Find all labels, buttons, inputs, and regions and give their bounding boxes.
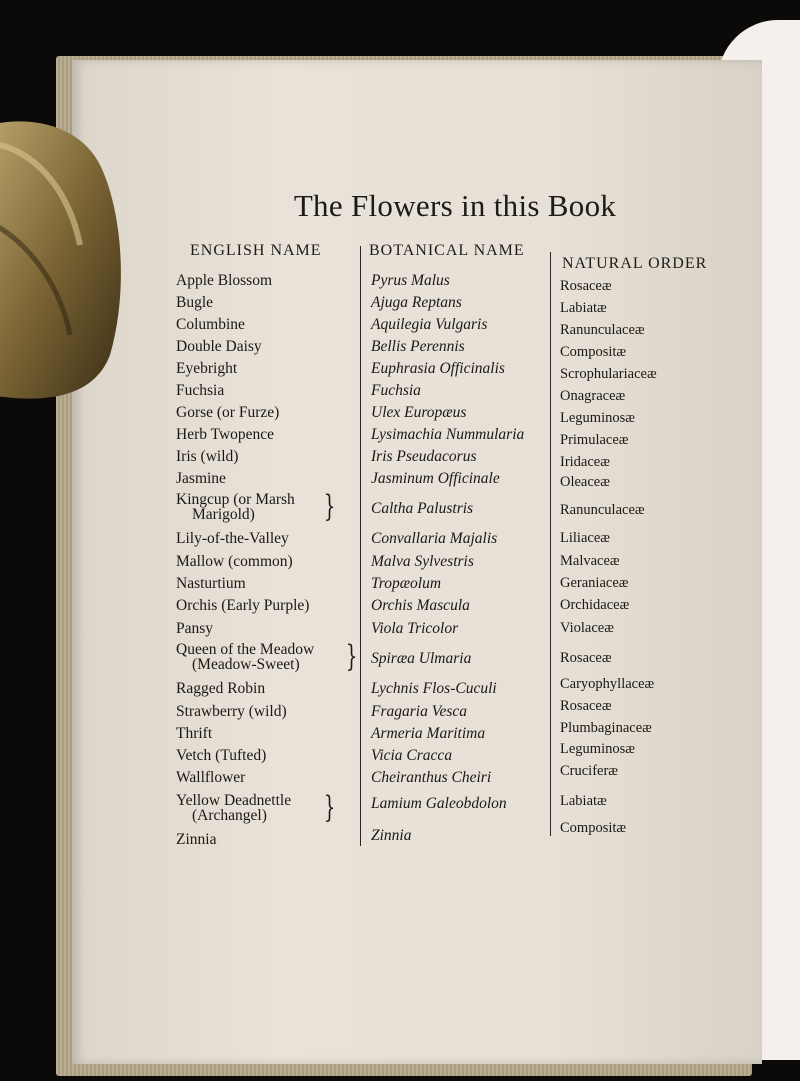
botanical-name: Iris Pseudacorus: [371, 448, 477, 465]
botanical-name: Ulex Europæus: [371, 404, 467, 421]
english-name: Nasturtium: [176, 575, 246, 592]
botanical-name: Lamium Galeobdolon: [371, 795, 507, 812]
table-row: [0, 698, 800, 725]
botanical-name: Lychnis Flos-Cuculi: [371, 680, 497, 697]
english-name: Mallow (common): [176, 553, 293, 570]
natural-order: Geraniaceæ: [560, 575, 629, 591]
table-row: [0, 338, 800, 360]
natural-order: Ranunculaceæ: [560, 322, 645, 338]
botanical-name: Armeria Maritima: [371, 725, 486, 742]
english-name: Vetch (Tufted): [176, 747, 267, 764]
table-row: [0, 448, 800, 470]
english-name: Double Daisy: [176, 338, 262, 355]
english-name: Jasmine: [176, 470, 226, 487]
natural-order: Iridaceæ: [560, 454, 610, 470]
table-row: [0, 790, 800, 827]
english-name: Thrift: [176, 725, 213, 742]
botanical-name: Ajuga Reptans: [371, 294, 462, 311]
table-row: [0, 530, 800, 552]
brace-icon: }: [323, 790, 336, 825]
english-name: [176, 492, 295, 522]
header-english-name: ENGLISH NAME: [190, 242, 322, 259]
table-row: [0, 294, 800, 316]
botanical-name: Cheiranthus Cheiri: [371, 769, 492, 786]
english-name: [176, 793, 291, 823]
table-row: [0, 360, 800, 382]
botanical-name: Vicia Cracca: [371, 747, 453, 764]
natural-order: Orchidaceæ: [560, 597, 630, 613]
natural-order: Cruciferæ: [560, 763, 618, 779]
botanical-name: Orchis Mascula: [371, 597, 470, 614]
page-title: The Flowers in this Book: [293, 188, 617, 223]
natural-order: Scrophulariaceæ: [560, 366, 657, 382]
english-name: Bugle: [176, 294, 214, 311]
natural-order: Oleaceæ: [560, 474, 610, 490]
english-name: Orchis (Early Purple): [176, 597, 310, 614]
natural-order: Leguminosæ: [560, 741, 635, 757]
english-name: [176, 642, 314, 672]
brace-icon: }: [323, 489, 336, 524]
botanical-name: Tropæolum: [371, 575, 442, 592]
botanical-name: Bellis Perennis: [371, 338, 465, 355]
table-row: [0, 470, 800, 492]
natural-order: Compositæ: [560, 344, 627, 360]
english-name: Zinnia: [176, 831, 217, 848]
botanical-name: Viola Tricolor: [371, 620, 459, 637]
natural-order: Liliaceæ: [560, 530, 610, 546]
botanical-name: Fuchsia: [371, 382, 421, 399]
table-row: [0, 741, 800, 769]
natural-order: Malvaceæ: [560, 553, 620, 569]
english-name: Lily-of-the-Valley: [176, 530, 289, 547]
table-row: [0, 382, 800, 404]
natural-order: Violaceæ: [560, 620, 614, 636]
english-name-line2: (Archangel): [192, 807, 267, 824]
english-name: Strawberry (wild): [176, 703, 287, 720]
english-name-line1: Yellow Deadnettle: [176, 792, 292, 809]
english-name: Herb Twopence: [176, 426, 275, 443]
english-name-line1: Kingcup (or Marsh: [176, 491, 295, 508]
natural-order: Rosaceæ: [560, 698, 612, 714]
botanical-name: Malva Sylvestris: [371, 553, 474, 570]
table-row: [0, 553, 800, 575]
table-row: [0, 763, 800, 791]
botanical-name: Pyrus Malus: [371, 272, 450, 289]
english-name-line1: Queen of the Meadow: [176, 641, 315, 658]
table-row: [0, 676, 800, 702]
table-row: [0, 575, 800, 597]
english-name-line2: Marigold): [192, 506, 255, 523]
botanical-name: Jasminum Officinale: [371, 470, 500, 487]
header-botanical-name: BOTANICAL NAME: [369, 242, 525, 259]
english-name: Ragged Robin: [176, 680, 266, 697]
natural-order: Ranunculaceæ: [560, 502, 645, 518]
table-row: [0, 720, 800, 747]
botanical-name: Lysimachia Nummularia: [371, 426, 525, 443]
natural-order: Labiatæ: [560, 793, 607, 809]
natural-order: Compositæ: [560, 820, 627, 836]
table-row: [0, 316, 800, 338]
botanical-name: Convallaria Majalis: [371, 530, 498, 547]
table-row: [0, 597, 800, 619]
table-row: [0, 639, 800, 676]
botanical-name: Euphrasia Officinalis: [371, 360, 505, 377]
botanical-name: Caltha Palustris: [371, 500, 474, 517]
table-row: [0, 404, 800, 426]
english-name: Gorse (or Furze): [176, 404, 280, 421]
english-name: Eyebright: [176, 360, 238, 377]
natural-order: Labiatæ: [560, 300, 607, 316]
natural-order: Leguminosæ: [560, 410, 635, 426]
english-name: Columbine: [176, 316, 245, 333]
english-name: Pansy: [176, 620, 214, 637]
table-row: [0, 620, 800, 642]
natural-order: Rosaceæ: [560, 278, 612, 294]
botanical-name: Aquilegia Vulgaris: [371, 316, 488, 333]
botanical-name: Fragaria Vesca: [371, 703, 468, 720]
brace-icon: }: [345, 639, 358, 674]
botanical-name: Spiræa Ulmaria: [371, 650, 472, 667]
english-name: Apple Blossom: [176, 272, 273, 289]
natural-order: Primulaceæ: [560, 432, 629, 448]
natural-order: Plumbaginaceæ: [560, 720, 652, 736]
botanical-name: Zinnia: [371, 827, 412, 844]
table-row: [0, 820, 800, 853]
natural-order: Caryophyllaceæ: [560, 676, 655, 692]
table-row: [0, 426, 800, 448]
english-name: Fuchsia: [176, 382, 225, 399]
header-natural-order: NATURAL ORDER: [562, 255, 708, 272]
table-row: [0, 489, 800, 526]
table-row: [0, 272, 800, 294]
english-name: Wallflower: [176, 769, 246, 786]
english-name-line2: (Meadow-Sweet): [192, 656, 300, 673]
natural-order: Rosaceæ: [560, 650, 612, 666]
english-name: Iris (wild): [176, 448, 239, 465]
natural-order: Onagraceæ: [560, 388, 626, 404]
